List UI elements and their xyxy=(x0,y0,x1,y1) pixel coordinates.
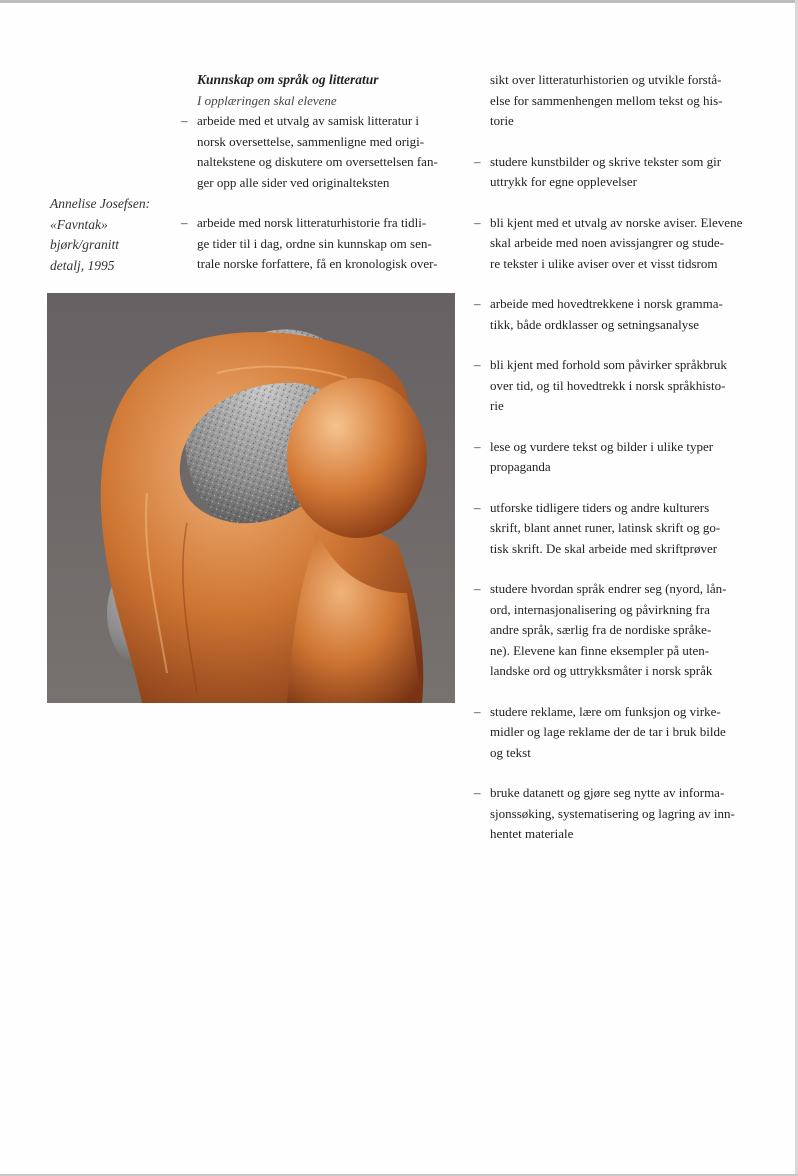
item-line: studere hvordan språk endrer seg (nyord, lån- xyxy=(490,581,727,596)
item-line: bli kjent med et utvalg av norske aviser. Elevene xyxy=(490,214,743,230)
continued-item-text xyxy=(474,70,746,132)
right-text-column xyxy=(474,70,746,845)
item-line: sikt over litteraturhistorien og utvikle forstå- xyxy=(490,72,722,87)
item-line: skrift, blant annet runer, latinsk skrift og go- xyxy=(490,520,721,535)
item-spacer xyxy=(474,132,746,152)
item-line: sjonssøking, systematisering og lagring av inn- xyxy=(490,805,735,821)
item-line: re tekster i ulike aviser over et visst tidsrom xyxy=(490,255,718,271)
item-line: arbeide med hovedtrekkene i norsk gramma- xyxy=(490,296,723,311)
item-spacer xyxy=(474,682,746,702)
item-line: hentet materiale xyxy=(490,826,574,841)
item-line: ger opp alle sider ved originalteksten xyxy=(197,174,390,190)
top-border xyxy=(0,0,798,3)
item-line: skal arbeide med noen avissjangrer og stude- xyxy=(490,235,724,250)
item-line: midler og lage reklame der de tar i bruk bilde xyxy=(490,724,726,739)
item-line: norsk oversettelse, sammenligne med origi- xyxy=(197,133,425,149)
section-heading: Kunnskap om språk og litteratur xyxy=(197,72,379,87)
list-item xyxy=(181,213,457,275)
dash-bullet: – xyxy=(474,499,481,515)
item-line: tikk, både ordklasser og setningsanalyse xyxy=(490,316,700,332)
caption-title: «Favntak» xyxy=(50,216,108,232)
item-line: trale norske forfattere, få en kronologisk over- xyxy=(197,256,438,271)
sculpture-illustration xyxy=(47,293,455,703)
item-line: studere reklame, lære om funksjon og virke- xyxy=(490,703,721,719)
caption-material: bjørk/granitt xyxy=(50,237,120,252)
left-item-list xyxy=(181,111,457,275)
caption-detail: detalj, 1995 xyxy=(50,257,115,273)
list-item xyxy=(474,437,746,478)
item-line: arbeide med et utvalg av samisk litteratur i xyxy=(197,113,420,128)
list-item xyxy=(474,213,746,275)
item-line: ord, internasjonalisering og påvirkning fra xyxy=(490,601,710,617)
dash-bullet: – xyxy=(474,785,481,800)
list-item xyxy=(474,498,746,560)
list-item xyxy=(474,152,746,193)
item-line: bli kjent med forhold som påvirker språkbruk xyxy=(490,357,727,372)
item-line: ge tider til i dag, ordne sin kunnskap om sen- xyxy=(197,235,432,251)
item-line: og tekst xyxy=(490,744,531,760)
item-line: utforske tidligere tiders og andre kulturers xyxy=(490,499,710,515)
dash-bullet: – xyxy=(474,153,481,169)
item-line: andre språk, særlig fra de nordiske språke- xyxy=(490,622,712,637)
item-line: propaganda xyxy=(490,459,551,474)
dash-bullet: – xyxy=(474,438,481,454)
item-spacer xyxy=(474,559,746,579)
item-spacer xyxy=(474,274,746,294)
dash-bullet: – xyxy=(474,581,481,596)
list-item xyxy=(474,783,746,845)
dash-bullet: – xyxy=(474,296,481,311)
item-line: tisk skrift. De skal arbeide med skriftprøver xyxy=(490,540,718,556)
item-line: over tid, og til hovedtrekk i norsk språkhisto- xyxy=(490,377,726,393)
list-item xyxy=(474,294,746,335)
dash-bullet: – xyxy=(474,357,481,372)
item-spacer xyxy=(474,335,746,355)
item-line: arbeide med norsk litteraturhistorie fra tidli- xyxy=(197,215,427,230)
item-spacer xyxy=(474,763,746,783)
list-item xyxy=(474,579,746,682)
item-spacer xyxy=(181,193,457,213)
item-line: lese og vurdere tekst og bilder i ulike typer xyxy=(490,438,714,454)
right-item-list xyxy=(474,132,746,845)
item-line: studere kunstbilder og skrive tekster som gir xyxy=(490,153,722,169)
item-line: bruke datanett og gjøre seg nytte av informa- xyxy=(490,785,725,800)
list-item xyxy=(181,111,457,193)
dash-bullet: – xyxy=(474,703,481,719)
dash-bullet: – xyxy=(474,214,481,230)
item-line: uttrykk for egne opplevelser xyxy=(490,174,637,189)
dash-bullet: – xyxy=(181,113,188,128)
item-line: landske ord og uttrykksmåter i norsk språk xyxy=(490,663,713,678)
item-line: naltekstene og diskutere om oversettelsen fan- xyxy=(197,154,438,169)
caption-artist: Annelise Josefsen: xyxy=(50,196,151,211)
list-item xyxy=(474,355,746,417)
left-text-column xyxy=(181,70,457,275)
section-subheading: I opplæringen skal elevene xyxy=(197,92,337,108)
dash-bullet: – xyxy=(181,215,188,230)
item-spacer xyxy=(474,193,746,213)
item-line: else for sammenhengen mellom tekst og his- xyxy=(490,92,723,108)
list-item xyxy=(474,702,746,764)
sculpture-photo xyxy=(47,293,455,703)
item-line: torie xyxy=(490,113,514,128)
item-line: ne). Elevene kan finne eksempler på uten- xyxy=(490,642,710,658)
item-spacer xyxy=(474,478,746,498)
item-line: rie xyxy=(490,398,504,413)
item-spacer xyxy=(474,417,746,437)
image-caption xyxy=(50,194,190,276)
